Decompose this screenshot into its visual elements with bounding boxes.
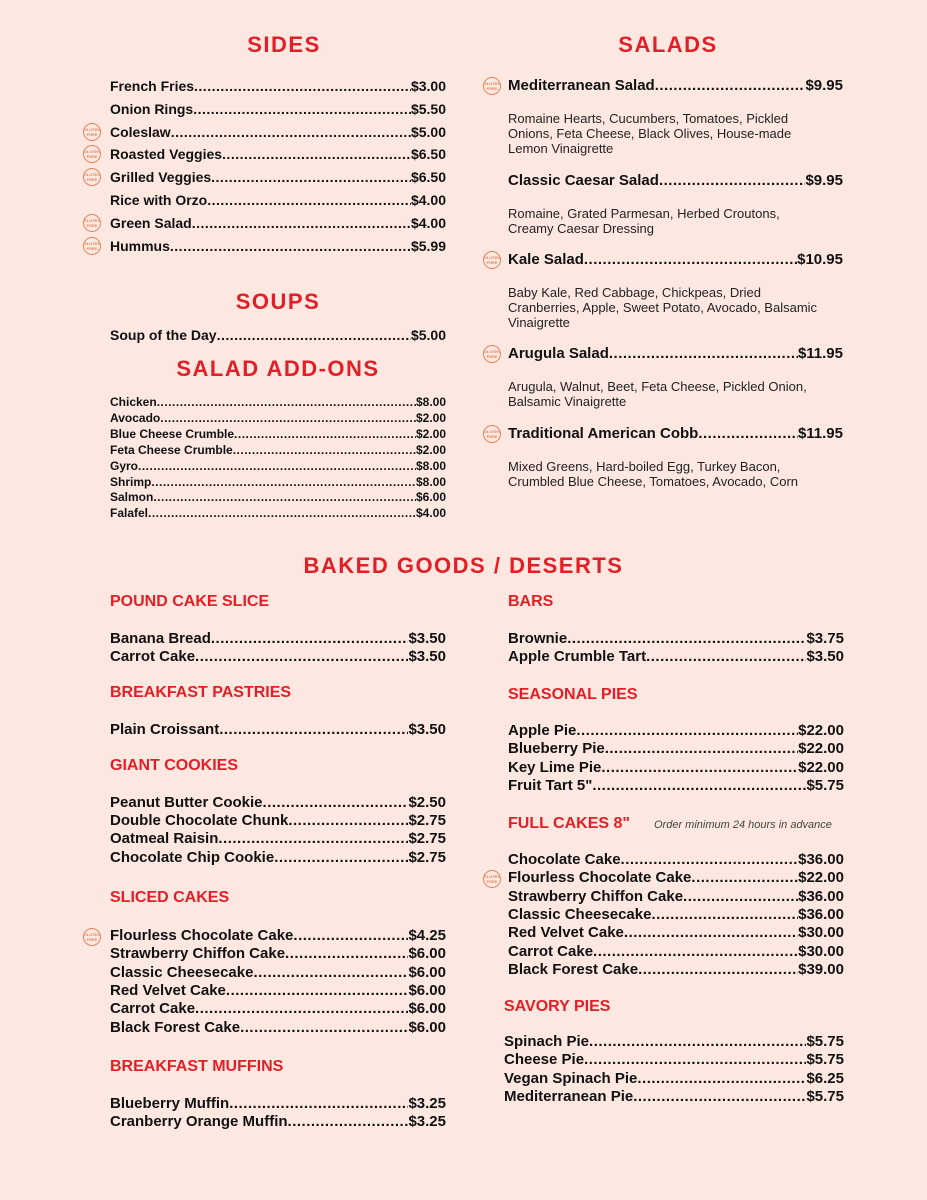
menu-item-name: Carrot Cake <box>110 648 196 666</box>
gluten-free-icon-text: FREE <box>86 154 98 160</box>
menu-item <box>110 506 446 520</box>
dot-leader <box>253 964 408 981</box>
dot-leader <box>659 172 806 189</box>
menu-item-price: $39.00 <box>798 960 844 978</box>
dot-leader <box>646 648 806 665</box>
menu-item <box>110 238 446 254</box>
seasonal-pies-title: SEASONAL PIES <box>508 686 638 703</box>
dot-leader <box>274 849 408 866</box>
dot-leader <box>195 648 408 665</box>
menu-item-name: Carrot Cake <box>508 942 594 960</box>
dot-leader <box>170 238 411 254</box>
menu-item-price: $3.50 <box>408 648 446 666</box>
gluten-free-icon <box>83 145 101 163</box>
salad-item <box>508 77 843 94</box>
menu-item-name: Roasted Veggies <box>110 146 223 163</box>
gluten-free-icon-text: FREE <box>486 260 498 265</box>
dot-leader <box>217 327 411 343</box>
menu-item-name: Red Velvet Cake <box>110 981 226 999</box>
gluten-free-icon-text: FREE <box>486 86 498 91</box>
gluten-free-icon <box>483 77 501 95</box>
menu-item-name: Black Forest Cake <box>508 960 639 978</box>
dot-leader <box>229 1095 408 1112</box>
menu-item <box>110 327 446 343</box>
salad-price: $9.95 <box>805 77 843 94</box>
menu-item-name: Fruit Tart 5" <box>508 776 593 794</box>
dot-leader <box>240 1019 408 1036</box>
dot-leader <box>192 215 411 231</box>
menu-item-price: $3.75 <box>806 630 844 647</box>
menu-item-name: Oatmeal Raisin <box>110 830 219 848</box>
gluten-free-icon-text: GLUTEN <box>83 240 101 246</box>
salad-item <box>508 425 843 442</box>
menu-item-price: $36.00 <box>798 905 844 923</box>
gluten-free-icon <box>483 425 501 443</box>
menu-item <box>110 475 446 489</box>
menu-item-name: Apple Pie <box>508 722 577 739</box>
menu-item-price: $22.00 <box>798 869 844 887</box>
menu-item-name: Salmon <box>110 490 154 505</box>
menu-item <box>110 169 446 185</box>
dot-leader <box>683 888 798 905</box>
menu-item <box>504 1070 844 1087</box>
gluten-free-icon <box>483 345 501 363</box>
menu-item <box>504 1088 844 1105</box>
menu-item <box>508 869 844 886</box>
menu-item-price: $36.00 <box>798 851 844 868</box>
menu-item-name: Onion Rings <box>110 100 194 117</box>
menu-item-name: Double Chocolate Chunk <box>110 812 289 830</box>
menu-item-name: Blueberry Muffin <box>110 1095 230 1112</box>
sliced-cakes-title: SLICED CAKES <box>110 889 230 906</box>
menu-item-name: Mediterranean Pie <box>504 1087 634 1105</box>
menu-item <box>110 395 446 409</box>
gluten-free-icon-text: GLUTEN <box>83 932 101 937</box>
menu-item-name: Feta Cheese Crumble <box>110 442 233 457</box>
addons-title: SALAD ADD-ONS <box>176 356 380 381</box>
menu-item <box>110 1113 446 1130</box>
menu-item-name: Spinach Pie <box>504 1033 590 1050</box>
menu-item <box>110 192 446 208</box>
menu-item <box>110 101 446 117</box>
menu-item <box>110 411 446 425</box>
dot-leader <box>651 906 798 923</box>
gluten-free-icon-text: FREE <box>86 131 98 137</box>
menu-item <box>110 927 446 944</box>
menu-item-name: Green Salad <box>110 214 192 231</box>
menu-item-name: Apple Crumble Tart <box>508 648 647 666</box>
menu-item-name: Brownie <box>508 630 568 647</box>
menu-item-name: Shrimp <box>110 474 152 489</box>
salad-name: Arugula Salad <box>508 345 609 362</box>
gluten-free-icon <box>83 214 101 232</box>
menu-item <box>110 794 446 811</box>
menu-item-price: $3.50 <box>806 648 844 666</box>
dot-leader <box>593 943 798 960</box>
dot-leader <box>219 721 408 738</box>
gluten-free-icon-text: GLUTEN <box>483 874 501 880</box>
menu-item-name: Rice with Orzo <box>110 192 208 208</box>
soups-title: SOUPS <box>235 289 321 314</box>
gluten-free-icon-text: FREE <box>486 879 498 885</box>
dot-leader <box>638 961 798 978</box>
gluten-free-icon <box>83 168 101 186</box>
dot-leader <box>584 251 797 268</box>
menu-item-name: Soup of the Day <box>110 327 217 343</box>
dot-leader <box>288 1113 409 1130</box>
menu-item-price: $6.00 <box>408 1000 446 1018</box>
menu-item-price: $6.00 <box>408 963 446 981</box>
salad-price: $10.95 <box>797 251 843 268</box>
menu-item-price: $3.25 <box>408 1095 446 1112</box>
full-cakes-title: FULL CAKES 8" <box>508 815 630 832</box>
menu-item <box>508 961 844 978</box>
menu-item-price: $6.50 <box>410 146 446 163</box>
menu-item-price: $2.00 <box>415 442 446 457</box>
menu-item <box>110 78 446 94</box>
menu-item-name: Avocado <box>110 410 161 425</box>
gluten-free-icon-text: GLUTEN <box>483 429 501 434</box>
giant-cookies-title: GIANT COOKIES <box>110 757 239 774</box>
menu-item-price: $3.00 <box>410 78 446 94</box>
menu-item-name: Strawberry Chiffon Cake <box>508 887 684 905</box>
savory-pies-title: SAVORY PIES <box>504 998 611 1015</box>
menu-item-name: Vegan Spinach Pie <box>504 1069 638 1087</box>
salad-name: Classic Caesar Salad <box>508 172 659 189</box>
menu-item-price: $5.75 <box>806 776 844 794</box>
dot-leader <box>567 630 806 647</box>
dot-leader <box>621 851 799 868</box>
menu-item-price: $3.25 <box>408 1113 446 1131</box>
dot-leader <box>207 192 411 208</box>
menu-item-price: $5.75 <box>806 1051 844 1069</box>
menu-item <box>110 215 446 231</box>
dot-leader <box>193 101 411 117</box>
menu-item-price: $30.00 <box>798 924 844 942</box>
menu-item-name: Coleslaw <box>110 123 171 140</box>
menu-item <box>110 830 446 847</box>
menu-item-name: Chocolate Chip Cookie <box>110 848 275 866</box>
menu-item-name: Hummus <box>110 237 170 254</box>
dot-leader <box>285 945 408 962</box>
gluten-free-icon <box>483 251 501 269</box>
menu-item-price: $6.00 <box>408 1018 446 1036</box>
menu-item <box>110 945 446 962</box>
menu-item-price: $5.75 <box>806 1087 844 1105</box>
menu-item <box>504 1051 844 1068</box>
menu-item <box>110 812 446 829</box>
menu-item-name: Flourless Chocolate Cake <box>110 927 294 944</box>
gluten-free-icon <box>83 928 101 946</box>
breakfast-muffins-title: BREAKFAST MUFFINS <box>110 1058 284 1075</box>
dot-leader <box>637 1070 806 1087</box>
salad-price: $9.95 <box>805 172 843 189</box>
dot-leader <box>633 1088 806 1105</box>
salad-description: Mixed Greens, Hard-boiled Egg, Turkey Bacon, Crumbled Blue Cheese, Tomatoes, Avocado, Corn <box>508 459 799 489</box>
dot-leader <box>160 411 416 425</box>
menu-item-name: Peanut Butter Cookie <box>110 794 263 811</box>
menu-item-price: $5.99 <box>410 237 446 254</box>
menu-item-name: Blueberry Pie <box>508 740 605 758</box>
menu-item-price: $3.50 <box>408 721 446 738</box>
menu-item-price: $6.00 <box>408 981 446 999</box>
gluten-free-icon-text: GLUTEN <box>483 255 501 260</box>
menu-item-price: $6.00 <box>408 945 446 963</box>
menu-item-price: $2.75 <box>408 848 446 866</box>
menu-item <box>110 1095 446 1112</box>
dot-leader <box>211 630 409 647</box>
menu-item-price: $6.00 <box>415 490 446 505</box>
menu-item-price: $8.00 <box>415 458 446 473</box>
menu-item <box>110 1019 446 1036</box>
menu-item <box>508 777 844 794</box>
gluten-free-icon-text: GLUTEN <box>483 81 501 86</box>
salad-description: Baby Kale, Red Cabbage, Chickpeas, Dried Cranberries, Apple, Sweet Potato, Avocado, Balsamic Vinaigrette <box>508 285 818 330</box>
dot-leader <box>691 869 798 886</box>
menu-item-price: $4.00 <box>410 192 446 208</box>
menu-item <box>110 849 446 866</box>
dot-leader <box>601 759 798 776</box>
salad-description: Romaine, Grated Parmesan, Herbed Croutons, Creamy Caesar Dressing <box>508 206 780 236</box>
gluten-free-icon-text: GLUTEN <box>83 126 101 132</box>
dot-leader <box>218 830 408 847</box>
menu-item-price: $4.00 <box>410 214 446 231</box>
dot-leader <box>584 1051 806 1068</box>
menu-item <box>110 427 446 441</box>
menu-item-price: $22.00 <box>798 722 844 739</box>
gluten-free-icon-text: FREE <box>486 354 498 359</box>
dot-leader <box>211 169 411 185</box>
menu-item <box>110 443 446 457</box>
menu-item-name: Black Forest Cake <box>110 1018 241 1036</box>
menu-item-name: Red Velvet Cake <box>508 924 624 942</box>
gluten-free-icon-text: FREE <box>86 937 98 942</box>
menu-item-name: Flourless Chocolate Cake <box>508 869 692 887</box>
dot-leader <box>576 722 798 739</box>
bars-title: BARS <box>508 593 554 610</box>
menu-item <box>508 906 844 923</box>
menu-item-price: $2.75 <box>408 812 446 830</box>
full-cakes-note: Order minimum 24 hours in advance <box>654 819 832 831</box>
salad-description: Arugula, Walnut, Beet, Feta Cheese, Pickled Onion, Balsamic Vinaigrette <box>508 379 807 409</box>
menu-item-price: $2.75 <box>408 830 446 848</box>
dot-leader <box>222 146 411 162</box>
menu-item-name: Falafel <box>110 506 149 521</box>
salad-name: Traditional American Cobb <box>508 425 699 442</box>
dot-leader <box>226 982 409 999</box>
menu-item <box>110 630 446 647</box>
dot-leader <box>234 427 416 441</box>
menu-item <box>110 459 446 473</box>
dot-leader <box>195 1000 408 1017</box>
dot-leader <box>592 777 806 794</box>
menu-item-price: $8.00 <box>415 395 446 409</box>
gluten-free-icon-text: FREE <box>86 177 98 183</box>
menu-item-price: $6.25 <box>806 1069 844 1087</box>
menu-item-price: $22.00 <box>798 740 844 758</box>
menu-item-name: Plain Croissant <box>110 721 220 738</box>
menu-item-name: Chocolate Cake <box>508 851 621 868</box>
dot-leader <box>138 459 416 473</box>
menu-item-price: $8.00 <box>415 474 446 489</box>
menu-item-price: $2.50 <box>408 794 446 811</box>
menu-item <box>508 924 844 941</box>
gluten-free-icon-text: GLUTEN <box>83 217 101 223</box>
menu-item-price: $2.00 <box>415 410 446 425</box>
salad-name: Kale Salad <box>508 251 584 268</box>
gluten-free-icon-text: GLUTEN <box>83 172 101 178</box>
menu-item <box>508 943 844 960</box>
menu-item <box>508 888 844 905</box>
menu-item-name: Strawberry Chiffon Cake <box>110 945 286 963</box>
menu-item-name: Classic Cheesecake <box>508 905 652 923</box>
menu-item-price: $5.50 <box>410 100 446 117</box>
menu-item-name: Cheese Pie <box>504 1051 585 1069</box>
menu-item <box>110 648 446 665</box>
dot-leader <box>589 1033 806 1050</box>
dot-leader <box>655 77 806 94</box>
dot-leader <box>609 345 798 362</box>
menu-item <box>508 722 844 739</box>
menu-item-name: Cranberry Orange Muffin <box>110 1113 288 1131</box>
menu-item <box>110 964 446 981</box>
pound-cake-title: POUND CAKE SLICE <box>110 593 270 610</box>
menu-item-name: Blue Cheese Crumble <box>110 426 235 441</box>
baked-title: BAKED GOODS / DESERTS <box>303 553 624 578</box>
dot-leader <box>233 443 416 457</box>
salad-price: $11.95 <box>797 425 843 442</box>
dot-leader <box>194 78 411 94</box>
menu-item-name: French Fries <box>110 78 195 94</box>
menu-item <box>508 630 844 647</box>
dot-leader <box>263 794 409 811</box>
gluten-free-icon-text: GLUTEN <box>483 349 501 354</box>
menu-item-name: Grilled Veggies <box>110 169 212 186</box>
salad-item <box>508 345 843 362</box>
menu-item-price: $30.00 <box>798 942 844 960</box>
menu-item-name: Carrot Cake <box>110 1000 196 1018</box>
menu-item-price: $5.75 <box>806 1033 844 1050</box>
menu-item <box>504 1033 844 1050</box>
salad-description: Romaine Hearts, Cucumbers, Tomatoes, Pickled Onions, Feta Cheese, Black Olives, House-made Lemon Vinaigrette <box>508 111 792 156</box>
menu-item-name: Chicken <box>110 395 157 409</box>
menu-item-price: $22.00 <box>798 758 844 776</box>
menu-item <box>508 740 844 757</box>
menu-item-name: Banana Bread <box>110 630 211 647</box>
salads-title: SALADS <box>618 32 718 57</box>
menu-item-price: $4.25 <box>408 927 446 944</box>
menu-item-name: Classic Cheesecake <box>110 963 254 981</box>
gluten-free-icon-text: FREE <box>486 434 498 439</box>
gluten-free-icon <box>83 237 101 255</box>
menu-item-price: $2.00 <box>415 426 446 441</box>
dot-leader <box>157 395 416 409</box>
menu-item <box>110 982 446 999</box>
salad-name: Mediterranean Salad <box>508 77 655 94</box>
dot-leader <box>171 124 411 140</box>
dot-leader <box>288 812 408 829</box>
menu-item <box>508 851 844 868</box>
dot-leader <box>151 475 416 489</box>
menu-item-price: $5.00 <box>410 327 446 343</box>
gluten-free-icon <box>483 870 501 888</box>
gluten-free-icon-text: FREE <box>86 245 98 251</box>
dot-leader <box>605 740 798 757</box>
menu-item-name: Key Lime Pie <box>508 758 602 776</box>
menu-item <box>110 721 446 738</box>
menu-item-name: Gyro <box>110 458 139 473</box>
dot-leader <box>148 506 416 520</box>
menu-item-price: $6.50 <box>410 169 446 186</box>
dot-leader <box>624 924 798 941</box>
menu-item <box>508 759 844 776</box>
gluten-free-icon-text: FREE <box>86 222 98 228</box>
dot-leader <box>698 425 798 442</box>
dot-leader <box>153 490 416 504</box>
gluten-free-icon-text: GLUTEN <box>83 149 101 155</box>
menu-item-price: $5.00 <box>410 123 446 140</box>
breakfast-pastries-title: BREAKFAST PASTRIES <box>110 684 292 701</box>
salad-item <box>508 172 843 189</box>
salad-price: $11.95 <box>797 345 843 362</box>
menu-item-price: $4.00 <box>415 506 446 521</box>
salad-item <box>508 251 843 268</box>
menu-item-price: $36.00 <box>798 887 844 905</box>
menu-item <box>110 146 446 162</box>
menu-item <box>508 648 844 665</box>
dot-leader <box>293 927 408 944</box>
menu-item <box>110 1000 446 1017</box>
menu-item <box>110 124 446 140</box>
menu-item-price: $3.50 <box>408 630 446 647</box>
sides-title: SIDES <box>247 32 321 57</box>
gluten-free-icon <box>83 123 101 141</box>
menu-item <box>110 490 446 504</box>
